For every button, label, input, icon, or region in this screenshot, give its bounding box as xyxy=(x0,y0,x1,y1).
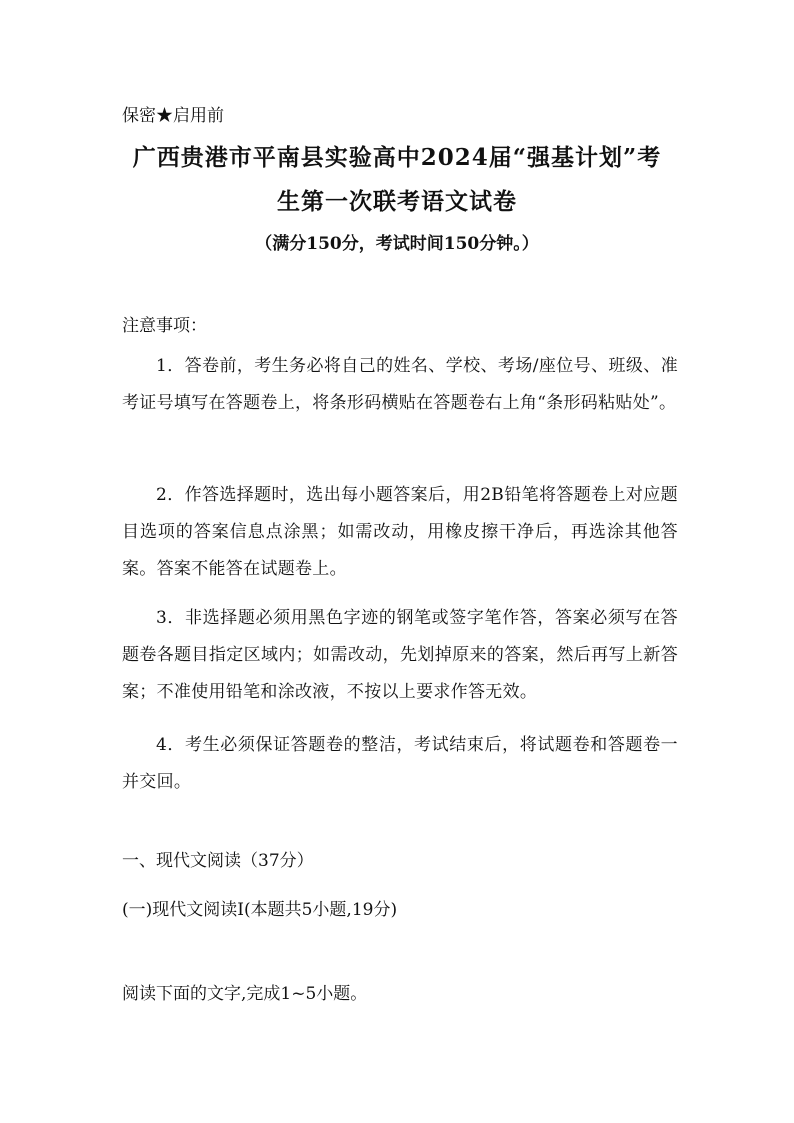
exam-subtitle: （满分150分，考试时间150分钟。） xyxy=(255,234,539,254)
notice-heading: 注意事项： xyxy=(122,316,207,336)
exam-title-line2: 生第一次联考语文试卷 xyxy=(277,188,517,215)
notice-item-3: 3．非选择题必须用黑色字迹的钢笔或签字笔作答，答案必须写在答题卷各题目指定区域内；如需改动，先划掉原来的答案，然后再写上新答案；不准使用铅笔和涂改液，不按以上要求作答无效。 xyxy=(122,608,678,702)
section-heading: 一、现代文阅读（37分） xyxy=(122,851,314,871)
notice-item-2: 2．作答选择题时，选出每小题答案后，用2B铅笔将答题卷上对应题目选项的答案信息点涂黑；如需改动，用橡皮擦干净后，再选涂其他答案。答案不能答在试题卷上。 xyxy=(122,485,678,579)
exam-title-line1: 广西贵港市平南县实验高中2024届“强基计划”考 xyxy=(132,144,662,171)
notice-item-4: 4．考生必须保证答题卷的整洁，考试结束后，将试题卷和答题卷一并交回。 xyxy=(122,735,678,792)
confidential-label: 保密★启用前 xyxy=(122,106,224,126)
notice-item-1: 1．答卷前，考生务必将自己的姓名、学校、考场/座位号、班级、准考证号填写在答题卷上，将条形码横贴在答题卷右上角“条形码粘贴处”。 xyxy=(122,356,678,413)
reading-instruction: 阅读下面的文字,完成1~5小题。 xyxy=(122,984,368,1004)
section-subheading: (一)现代文阅读Ⅰ(本题共5小题,19分) xyxy=(122,900,398,920)
